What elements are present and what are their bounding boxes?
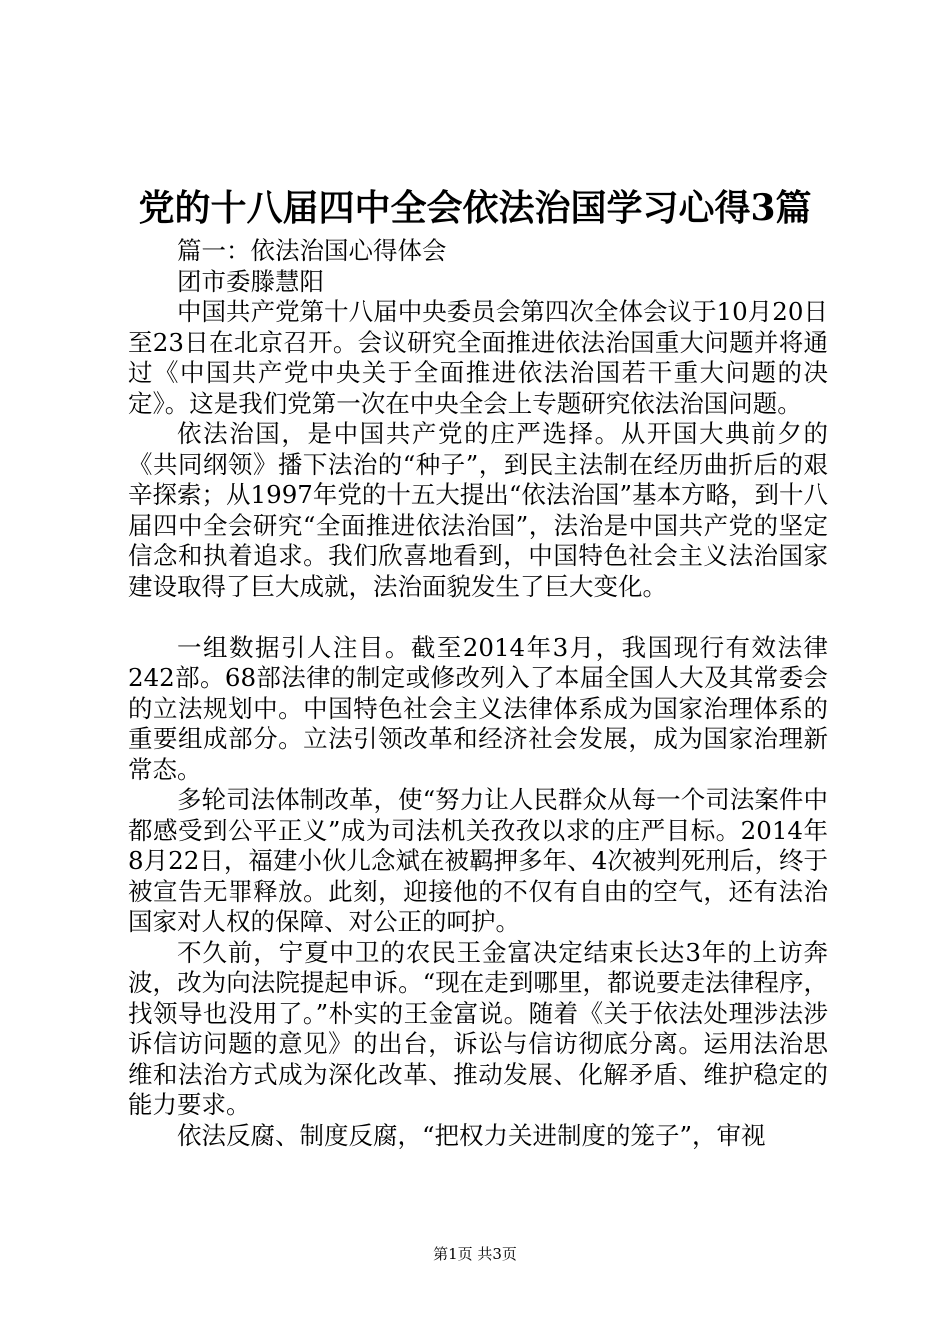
paragraph: 依法反腐、制度反腐，“把权力关进制度的笼子”，审视 — [177, 1120, 766, 1150]
section-heading: 篇一：依法治国心得体会 — [177, 236, 447, 265]
paragraph: 依法治国，是中国共产党的庄严选择。从开国大典前夕的《共同纲领》播下法治的“种子”，到民主法制在经历曲折后的艰辛探索；从1997年党的十五大提出“依法治国”基本方略，到十八届四中全会研究“全面推进依法治国”，法治是中国共产党的坚定信念和执着追求。我们欣喜地看到，中国特色社会主义法治国家建设取得了巨大成就，法治面貌发生了巨大变化。 — [128, 419, 828, 601]
document-body — [128, 236, 828, 1151]
page-footer: 第1页 共3页 — [433, 1245, 517, 1263]
document-title: 党的十八届四中全会依法治国学习心得3篇 — [138, 187, 812, 229]
paragraph: 多轮司法体制改革，使“努力让人民群众从每一个司法案件中都感受到公平正义”成为司法机关孜孜以求的庄严目标。2014年8月22日，福建小伙儿念斌在被羁押多年、4次被判死刑后，终于被宣告无罪释放。此刻，迎接他的不仅有自由的空气，还有法治国家对人权的保障、对公正的呵护。 — [128, 785, 828, 936]
paragraph: 不久前，宁夏中卫的农民王金富决定结束长达3年的上访奔波，改为向法院提起申诉。“现在走到哪里，都说要走法律程序，找领导也没用了。”朴实的王金富说。随着《关于依法处理涉法涉诉信访问题的意见》的出台，诉讼与信访彻底分离。运用法治思维和法治方式成为深化改革、推动发展、化解矛盾、维护稳定的能力要求。 — [128, 937, 828, 1119]
paragraph: 中国共产党第十八届中央委员会第四次全体会议于10月20日至23日在北京召开。会议研究全面推进依法治国重大问题并将通过《中国共产党中央关于全面推进依法治国若干重大问题的决定》。这是我们党第一次在中央全会上专题研究依法治国问题。 — [128, 297, 828, 418]
author-line: 团市委滕慧阳 — [177, 266, 324, 296]
paragraph: 一组数据引人注目。截至2014年3月，我国现行有效法律242部。68部法律的制定或修改列入了本届全国人大及其常委会的立法规划中。中国特色社会主义法律体系成为国家治理体系的重要组成部分。立法引领改革和经济社会发展，成为国家治理新常态。 — [128, 632, 828, 784]
